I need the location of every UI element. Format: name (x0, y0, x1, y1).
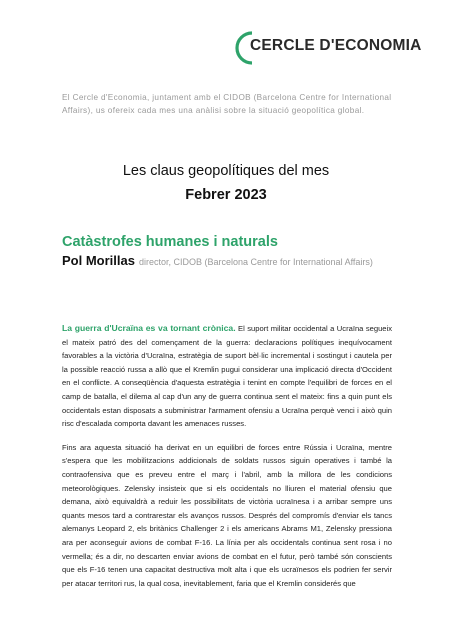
paragraph (62, 322, 392, 431)
paragraph: Fins ara aquesta situació ha derivat en un equilibri de forces entre Rússia i Ucraïna, mentre s'espera que les mobilitzacions addicionals de soldats russos siguin operatives i també la contraofensiva que es preveu entre el març i l'abril, amb la millora de les condicions meteorològiques. Zelensky insisteix que si els occidentals no lliuren el material ofensiu que demana, això equivaldrà a reduir les possibilitats de victòria ucraïnesa i a arribar sempre uns quants mesos tard a contrarestar els avanços russos. Després del compromís d'enviar els tancs alemanys Leopard 2, els britànics Challenger 2 i els americans Abrams M1, Zelensky pressiona ara per aconseguir avions de combat F-16. La línia per als occidentals continua sent rosa i no vermella; és a dir, no descarten enviar avions de combat en el futur, però també són conscients que els F-16 tenen una capacitat destructiva molt alta i que els ucraïnesos els podrien fer servir per atacar territori rus, la qual cosa, inevitablement, faria que el Kremlin considerés que (62, 442, 392, 588)
author-role: director, CIDOB (Barcelona Centre for International Affairs) (138, 257, 373, 267)
author-name: Pol Morillas (62, 253, 135, 268)
logo-text: CERCLE D'ECONOMIA (250, 37, 422, 54)
intro-text: El Cercle d'Economia, juntament amb el CIDOB (Barcelona Centre for International Affairs), us ofereix cada mes una anàlisi sobre la situació geopolítica global. (62, 93, 392, 115)
paragraph-text: El suport militar occidental a Ucraïna segueix el mateix patró des del començament de la guerra: declaracions polítiques inequívocament favorables a la victòria d'Ucraïna, estratègia de suport bèl·lic incremental i sostingut i cautela per la possible reacció russa a allò que el Kremlin pugui considerar una implicació directa d'Occident en el conflicte. A conseqüència d'aquesta estratègia i tenint en compte l'equilibri de forces en el camp de batalla, el dilema al cap d'un any de guerra continua sent el mateix: fins a quin punt els occidentals estan disposats a subministrar l'armament ofensiu a Ucraïna perquè venci i això quin risc d'escalada comporta davant les amenaces russes. (62, 324, 393, 429)
logo (232, 28, 427, 68)
document-title: Les claus geopolítiques del mes (122, 163, 330, 179)
article-body (62, 322, 392, 600)
section-title: Catàstrofes humanes i naturals (62, 234, 278, 250)
document-date: Febrer 2023 (185, 187, 267, 203)
author-line (62, 254, 402, 269)
lead-sentence: La guerra d'Ucraïna es va tornant crònica. (62, 323, 236, 333)
